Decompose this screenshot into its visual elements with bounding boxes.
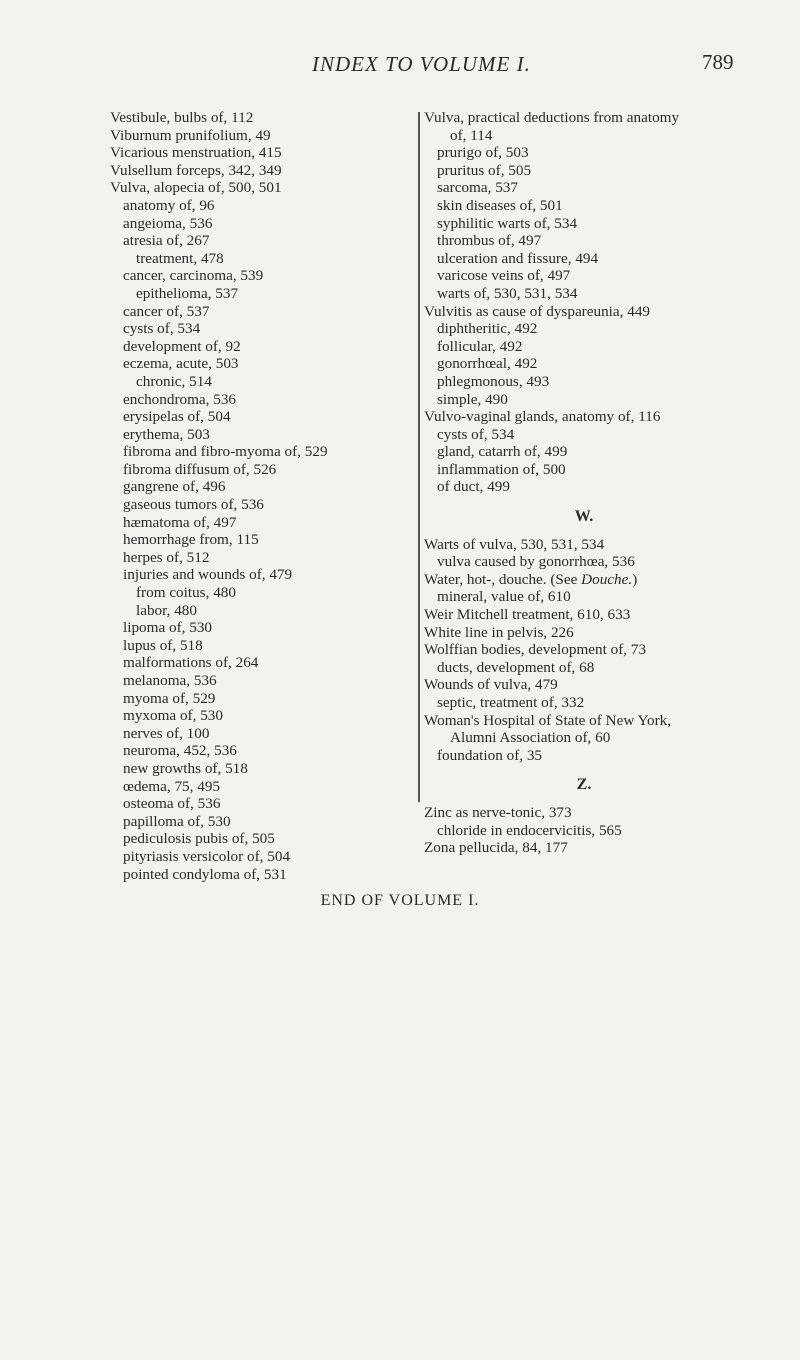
index-subentry: labor, 480: [136, 601, 197, 619]
index-subentry: hæmatoma of, 497: [123, 513, 237, 531]
index-subentry: nerves of, 100: [123, 724, 210, 742]
index-subentry: of duct, 499: [437, 478, 510, 496]
index-subentry: epithelioma, 537: [136, 284, 239, 302]
index-subentry: new growths of, 518: [123, 759, 248, 777]
index-entry: Vestibule, bulbs of, 112: [110, 109, 254, 126]
index-entry: Zona pellucida, 84, 177: [424, 839, 568, 857]
index-entry: White line in pelvis, 226: [424, 623, 574, 641]
index-subentry: ducts, development of, 68: [437, 658, 595, 676]
index-subentry: varicose veins of, 497: [437, 267, 571, 285]
w-entries: [424, 536, 764, 765]
index-subentry: phlegmonous, 493: [437, 372, 550, 390]
index-subentry: gland, catarrh of, 499: [437, 443, 568, 461]
index-entry: Wounds of vulva, 479: [424, 676, 558, 694]
index-subentry: neuroma, 452, 536: [123, 742, 237, 760]
entry-text: Water, hot-, douche. (See: [424, 570, 582, 588]
index-entry: Vulsellum forceps, 342, 349: [110, 161, 282, 179]
index-subentry: anatomy of, 96: [123, 196, 215, 214]
index-subentry: atresia of, 267: [123, 232, 210, 250]
z-entries: [424, 804, 764, 857]
index-subentry: syphilitic warts of, 534: [437, 214, 578, 232]
section-letter-w: W.: [574, 508, 594, 526]
index-subentry: angeioma, 536: [123, 214, 213, 232]
index-subentry: herpes of, 512: [123, 548, 210, 566]
index-subentry: development of, 92: [123, 337, 241, 355]
index-subentry: gaseous tumors of, 536: [123, 496, 264, 514]
running-header: [0, 52, 800, 82]
index-subentry: cancer of, 537: [123, 302, 210, 320]
index-subentry: myoma of, 529: [123, 689, 216, 707]
index-subentry: ulceration and fissure, 494: [437, 249, 599, 267]
index-subentry: cysts of, 534: [437, 425, 515, 443]
index-subentry: skin diseases of, 501: [437, 196, 563, 214]
index-subentry: cysts of, 534: [123, 320, 201, 338]
section-letter-z: Z.: [576, 776, 592, 794]
index-subentry: fibroma and fibro-myoma of, 529: [123, 443, 328, 461]
index-subentry: simple, 490: [437, 390, 508, 408]
index-subentry: gangrene of, 496: [123, 478, 226, 496]
index-entry: Vulva, practical deductions from anatomy: [424, 109, 680, 126]
index-subentry: gonorrhœal, 492: [437, 355, 538, 373]
index-subentry: chronic, 514: [136, 372, 212, 390]
entry-text: ): [632, 570, 638, 588]
index-entry: Vicarious menstruation, 415: [110, 144, 282, 162]
index-subentry: of, 114: [450, 126, 493, 144]
left-index-column: [110, 109, 410, 883]
index-subentry: lipoma of, 530: [123, 619, 213, 637]
end-of-volume-note: END OF VOLUME I.: [320, 892, 480, 909]
index-subentry: prurigo of, 503: [437, 144, 529, 162]
index-subentry: chloride in endocervicitis, 565: [437, 821, 622, 839]
index-entry: [424, 571, 764, 589]
index-subentry: pointed condyloma of, 531: [123, 865, 287, 883]
index-subentry: thrombus of, 497: [437, 232, 542, 250]
index-subentry: injuries and wounds of, 479: [123, 566, 293, 584]
index-subentry: osteoma of, 536: [123, 795, 221, 813]
index-entry: Vulvitis as cause of dyspareunia, 449: [424, 302, 651, 320]
page-number: 789: [702, 50, 734, 74]
index-subentry: warts of, 530, 531, 534: [437, 284, 578, 302]
index-subentry: pruritus of, 505: [437, 161, 532, 179]
index-subentry: Alumni Association of, 60: [450, 729, 611, 747]
header-title: INDEX TO VOLUME I.: [312, 52, 531, 76]
index-entry: Vulva, alopecia of, 500, 501: [110, 179, 282, 197]
index-entry: Woman's Hospital of State of New York,: [424, 711, 672, 729]
index-subentry: enchondroma, 536: [123, 390, 237, 408]
index-subentry: cancer, carcinoma, 539: [123, 267, 264, 285]
index-subentry: inflammation of, 500: [437, 460, 566, 478]
index-subentry: follicular, 492: [437, 337, 523, 355]
index-subentry: malformations of, 264: [123, 654, 259, 672]
index-entry: Wolffian bodies, development of, 73: [424, 641, 647, 659]
v-entries-continued: [424, 109, 764, 496]
index-entry: Weir Mitchell treatment, 610, 633: [424, 606, 631, 624]
cross-reference: Douche.: [581, 570, 633, 588]
index-subentry: mineral, value of, 610: [437, 588, 571, 606]
index-subentry: diphtheritic, 492: [437, 320, 538, 338]
index-subentry: papilloma of, 530: [123, 812, 231, 830]
index-subentry: lupus of, 518: [123, 636, 203, 654]
index-entry: Vulvo-vaginal glands, anatomy of, 116: [424, 408, 661, 426]
index-subentry: sarcoma, 537: [437, 179, 518, 197]
index-entry: Warts of vulva, 530, 531, 534: [424, 535, 605, 553]
index-subentry: treatment, 478: [136, 249, 224, 267]
index-subentry: melanoma, 536: [123, 672, 217, 689]
index-subentry: vulva caused by gonorrhœa, 536: [437, 553, 635, 571]
index-subentry: œdema, 75, 495: [123, 777, 221, 795]
index-subentry: myxoma of, 530: [123, 707, 223, 725]
index-subentry: foundation of, 35: [437, 746, 543, 764]
index-subentry: eczema, acute, 503: [123, 355, 239, 373]
index-subentry: septic, treatment of, 332: [437, 694, 585, 711]
index-entry: Zinc as nerve-tonic, 373: [424, 803, 572, 821]
right-index-column: [424, 109, 764, 857]
index-subentry: fibroma diffusum of, 526: [123, 460, 277, 478]
index-subentry: pityriasis versicolor of, 504: [123, 847, 291, 865]
column-divider: [418, 112, 420, 802]
index-subentry: pediculosis pubis of, 505: [123, 830, 275, 848]
index-subentry: erysipelas of, 504: [123, 408, 231, 426]
index-entry: Viburnum prunifolium, 49: [110, 126, 271, 144]
index-subentry: erythema, 503: [123, 425, 210, 443]
index-subentry: hemorrhage from, 115: [123, 531, 259, 549]
index-subentry: from coitus, 480: [136, 584, 236, 602]
